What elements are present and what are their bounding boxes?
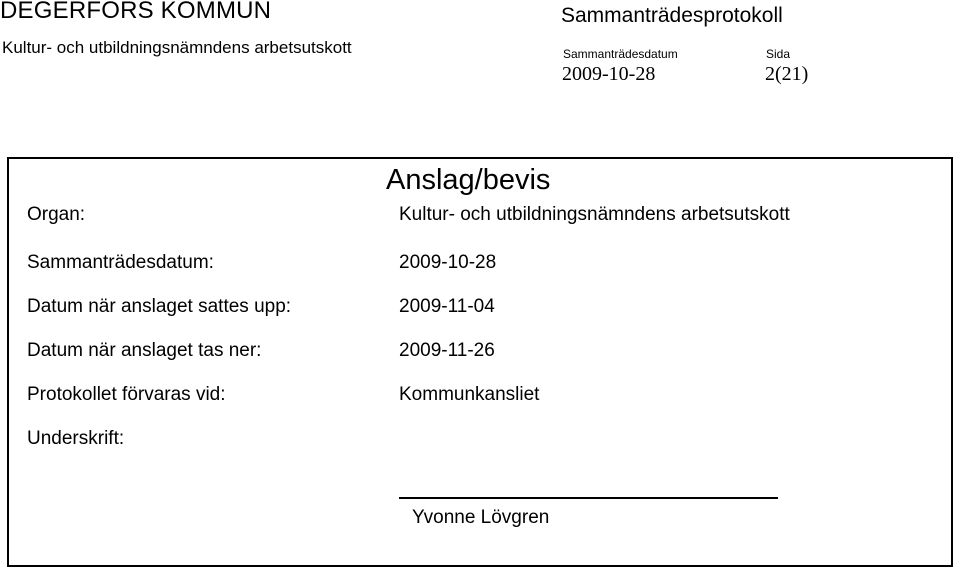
committee-name: Kultur- och utbildningsnämndens arbetsutskott bbox=[2, 38, 352, 57]
meeting-date-value: 2009-10-28 bbox=[562, 63, 656, 85]
storage-location-value: Kommunkansliet bbox=[399, 384, 540, 405]
posted-date-label: Datum när anslaget sattes upp: bbox=[27, 296, 292, 317]
notice-title: Anslag/bevis bbox=[386, 164, 551, 196]
page-number: 2(21) bbox=[765, 63, 809, 85]
organ-value: Kultur- och utbildningsnämndens arbetsutskott bbox=[399, 204, 790, 225]
meeting-date-row-label: Sammanträdesdatum: bbox=[27, 252, 214, 273]
organ-label: Organ: bbox=[27, 204, 86, 225]
signatory-name: Yvonne Lövgren bbox=[412, 507, 550, 528]
meeting-date-label: Sammanträdesdatum bbox=[563, 47, 678, 61]
page-label: Sida bbox=[766, 47, 791, 61]
signature-line bbox=[399, 497, 778, 499]
posted-date-value: 2009-11-04 bbox=[399, 296, 495, 317]
removal-date-label: Datum när anslaget tas ner: bbox=[27, 340, 262, 361]
municipality-name: DEGERFORS KOMMUN bbox=[0, 0, 272, 24]
document-type: Sammanträdesprotokoll bbox=[561, 4, 783, 27]
meeting-date-row-value: 2009-10-28 bbox=[399, 252, 497, 273]
signature-label: Underskrift: bbox=[27, 428, 125, 449]
storage-location-label: Protokollet förvaras vid: bbox=[27, 384, 226, 405]
removal-date-value: 2009-11-26 bbox=[399, 340, 495, 361]
